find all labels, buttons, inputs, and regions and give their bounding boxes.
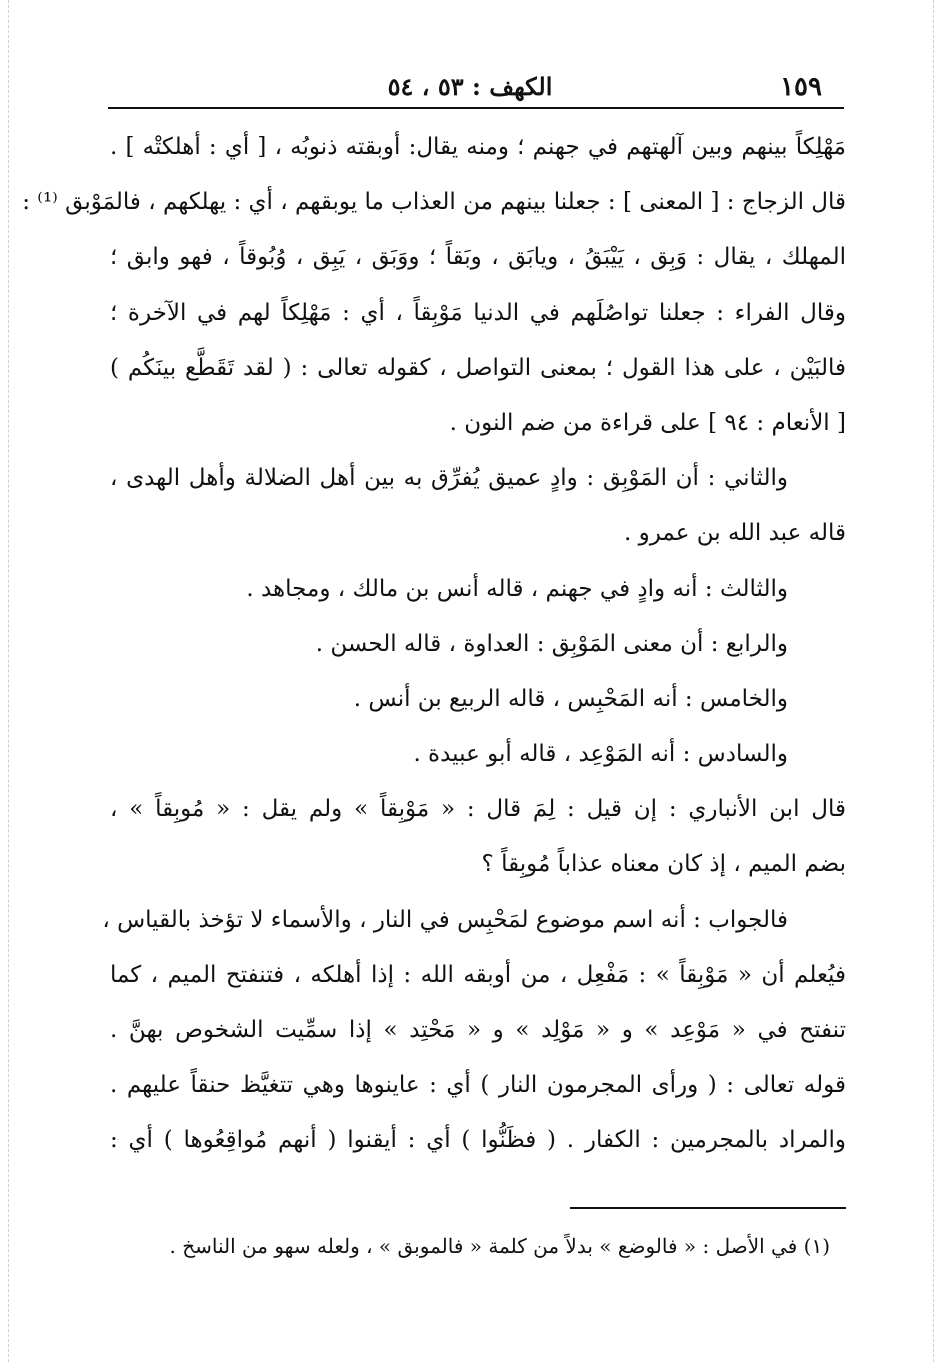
text-line: تنفتح في « مَوْعِد » و « مَوْلِد » و « مَحْتِد » إذا سمِّيت الشخوص بهنَّ . xyxy=(110,1017,846,1043)
main-text xyxy=(22,120,846,1169)
scan-edge-left xyxy=(8,0,9,1362)
text-line: قاله عبد الله بن عمرو . xyxy=(623,520,846,547)
running-title: الكهف : ٥٣ ، ٥٤ xyxy=(387,72,553,101)
text-line: بضم الميم ، إذ كان معناه عذاباً مُوبِقاً ؟ xyxy=(481,851,846,878)
text-line: مَهْلِكاً بينهم وبين آلهتهم في جهنم ؛ ومنه يقال: أوبقته ذنوبُه ، [ أي : أهلكتْه ] . xyxy=(110,134,846,160)
scan-edge-right xyxy=(933,0,934,1362)
text-line: [ الأنعام : ٩٤ ] على قراءة من ضم النون . xyxy=(449,409,846,436)
footnote: (١) في الأصل : « فالوضع » بدلاً من كلمة « فالموبق » ، ولعله سهو من الناسخ . xyxy=(169,1234,830,1258)
text-line: والثاني : أن المَوْبِق : وادٍ عميق يُفرِّق به بين أهل الضلالة وأهل الهدى ، xyxy=(110,465,788,492)
text-line: والرابع : أن معنى المَوْبِق : العداوة ، قاله الحسن . xyxy=(315,630,788,657)
footnote-rule xyxy=(570,1207,846,1209)
text-line: فيُعلم أن « مَوْبِقاً » : مَفْعِل ، من أوبقه الله : إذا أهلكه ، فتنفتح الميم ، كما xyxy=(110,961,846,988)
page-number: ١٥٩ xyxy=(780,72,822,102)
text-line: قال الزجاج : [ المعنى ] : جعلنا بينهم من العذاب ما يوبقهم ، أي : يهلكهم ، فالمَوْبق ⁽¹⁾ : xyxy=(22,189,846,216)
text-line: والثالث : أنه وادٍ في جهنم ، قاله أنس بن مالك ، ومجاهد . xyxy=(246,575,788,602)
text-line: والسادس : أنه المَوْعِد ، قاله أبو عبيدة . xyxy=(413,741,788,768)
header-rule xyxy=(108,107,844,109)
text-line: فالبَيْن ، على هذا القول ؛ بمعنى التواصل ، كقوله تعالى : ( لقد تَقَطَّع بينَكُم ) xyxy=(110,354,846,381)
text-line: قال ابن الأنباري : إن قيل : لِمَ قال : « مَوْبِقاً » ولم يقل : « مُوبِقاً » ، xyxy=(110,796,846,823)
text-line: فالجواب : أنه اسم موضوع لمَحْبِس في النار ، والأسماء لا تؤخذ بالقياس ، xyxy=(102,906,788,933)
text-line: قوله تعالى : ( ورأى المجرمون النار ) أي : عاينوها وهي تتغيَّظ حنقاً عليهم . xyxy=(110,1072,846,1099)
text-line: وقال الفراء : جعلنا تواصُلَهم في الدنيا مَوْبِقاً ، أي : مَهْلِكاً لهم في الآخرة ؛ xyxy=(110,299,846,326)
text-line: المهلك ، يقال : وَبِق ، يَيْبَقُ ، ويابَق ، وبَقاً ؛ ووَبَق ، يَبِق ، وُبُوقاً ، فهو وابق ؛ xyxy=(110,244,846,271)
running-head xyxy=(108,66,832,106)
text-line: والخامس : أنه المَحْبِس ، قاله الربيع بن أنس . xyxy=(353,685,788,712)
text-line: والمراد بالمجرمين : الكفار . ( فظَنُّوا ) أي : أيقنوا ( أنهم مُواقِعُوها ) أي : xyxy=(110,1127,846,1154)
